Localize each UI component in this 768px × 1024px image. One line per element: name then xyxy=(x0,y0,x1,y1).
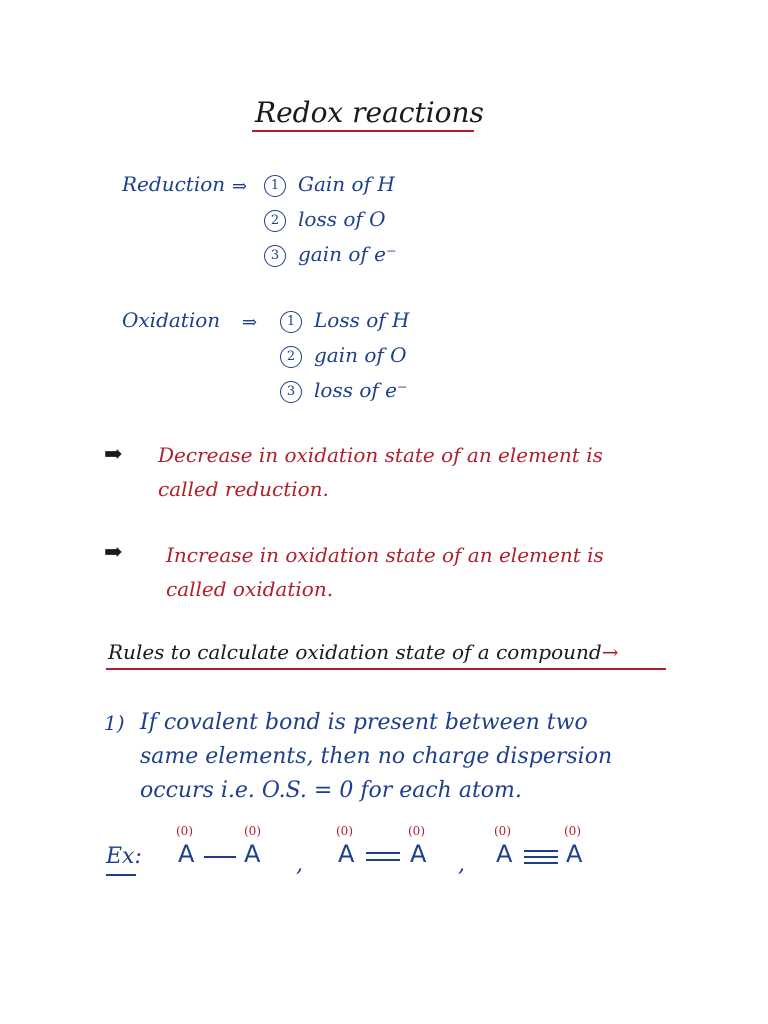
rule-1-text xyxy=(140,706,612,808)
title-underline xyxy=(252,130,474,132)
atom-a: A xyxy=(496,840,513,868)
example-underline xyxy=(106,874,136,876)
reduction-label: Reduction xyxy=(122,172,226,196)
oxidation-item-text: Loss of H xyxy=(314,308,410,332)
rules-underline xyxy=(106,668,666,670)
reduction-arrow-icon: ⇒ xyxy=(232,176,248,197)
oxidation-arrow-icon: ⇒ xyxy=(242,312,258,333)
bullet-line: called oxidation. xyxy=(166,577,334,601)
arrow-bullet-icon: ➡ xyxy=(104,442,123,467)
double-bond-line xyxy=(366,852,400,854)
oxidation-item-text: gain of O xyxy=(314,343,407,367)
oxidation-item-3 xyxy=(280,378,408,403)
rule-line: same elements, then no charge dispersion xyxy=(140,744,613,769)
oxidation-state-label: (0) xyxy=(244,824,261,838)
oxidation-state-label: (0) xyxy=(494,824,511,838)
reduction-item-text: Gain of H xyxy=(298,172,395,196)
atom-a: A xyxy=(566,840,583,868)
separator-comma: , xyxy=(458,852,465,877)
reduction-item-1 xyxy=(264,172,395,197)
oxidation-state-label: (0) xyxy=(564,824,581,838)
number-badge: 3 xyxy=(280,381,302,403)
number-badge: 2 xyxy=(264,210,286,232)
number-badge: 2 xyxy=(280,346,302,368)
oxidation-state-label: (0) xyxy=(336,824,353,838)
atom-a: A xyxy=(338,840,355,868)
number-badge: 3 xyxy=(264,245,286,267)
oxidation-label: Oxidation xyxy=(122,308,221,332)
oxidation-item-2 xyxy=(280,343,407,368)
oxidation-item-1 xyxy=(280,308,409,333)
oxidation-state-label: (0) xyxy=(176,824,193,838)
rule-line: occurs i.e. O.S. = 0 for each atom. xyxy=(140,778,522,803)
example-label: Ex: xyxy=(106,844,142,869)
reduction-item-3 xyxy=(264,242,397,267)
reduction-item-2 xyxy=(264,207,386,232)
rules-heading-text: Rules to calculate oxidation state of a compound xyxy=(108,640,602,664)
number-badge: 1 xyxy=(264,175,286,197)
bullet-reduction-definition xyxy=(158,438,603,506)
bullet-line: called reduction. xyxy=(158,477,329,501)
rules-heading xyxy=(108,640,618,664)
oxidation-state-label: (0) xyxy=(408,824,425,838)
rule-1-number: 1) xyxy=(104,711,125,735)
atom-a: A xyxy=(244,840,261,868)
reduction-item-text: gain of e⁻ xyxy=(298,242,397,266)
single-bond xyxy=(204,856,236,858)
separator-comma: , xyxy=(296,852,303,877)
page-title: Redox reactions xyxy=(255,96,484,129)
bullet-line: Decrease in oxidation state of an element is xyxy=(158,443,603,467)
oxidation-item-text: loss of e⁻ xyxy=(314,378,408,402)
atom-a: A xyxy=(410,840,427,868)
arrow-bullet-icon: ➡ xyxy=(104,540,123,565)
triple-bond-line xyxy=(524,856,558,858)
triple-bond-line xyxy=(524,850,558,852)
bullet-oxidation-definition xyxy=(166,538,604,606)
number-badge: 1 xyxy=(280,311,302,333)
right-arrow-icon: → xyxy=(601,640,619,664)
triple-bond-line xyxy=(524,862,558,864)
reduction-item-text: loss of O xyxy=(298,207,386,231)
atom-a: A xyxy=(178,840,195,868)
rule-line: If covalent bond is present between two xyxy=(140,710,588,735)
double-bond-line xyxy=(366,859,400,861)
bullet-line: Increase in oxidation state of an element is xyxy=(166,543,604,567)
